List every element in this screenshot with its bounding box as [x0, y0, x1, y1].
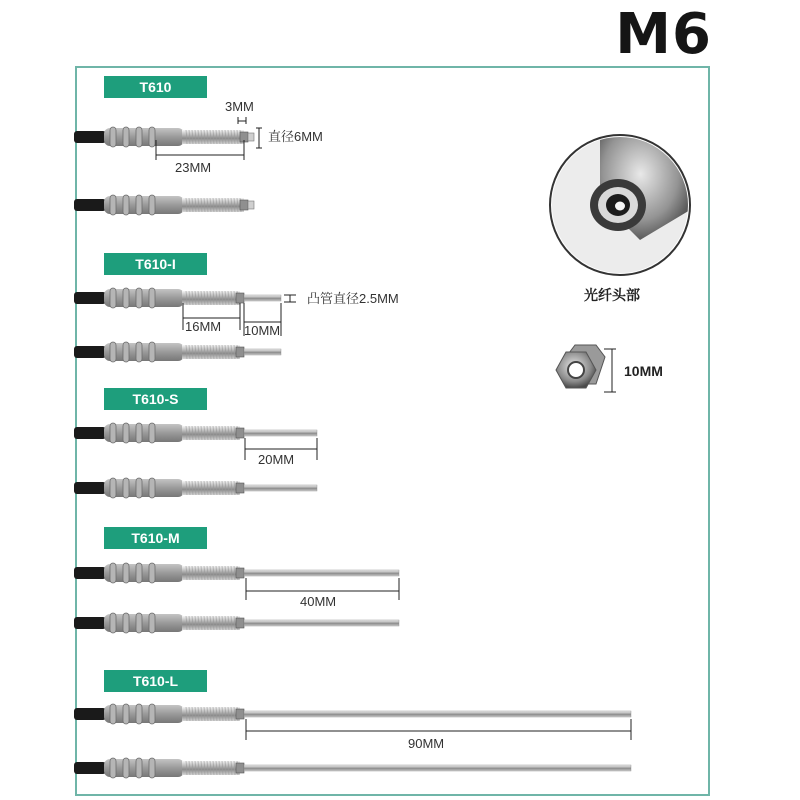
- dim-label-tube-length: 10MM: [244, 323, 281, 338]
- model-tag-t610-m: T610-M: [104, 527, 207, 549]
- probe-tip: [248, 201, 254, 209]
- nut-size-label: 10MM: [624, 363, 663, 379]
- dim-label-tip-length: 3MM: [225, 99, 254, 114]
- probe-tube: [244, 570, 399, 576]
- probe-tube: [244, 711, 631, 717]
- collar: [236, 428, 244, 438]
- collar: [236, 568, 244, 578]
- hex-nut-icon: [556, 345, 616, 392]
- cable: [74, 708, 106, 720]
- collar: [236, 763, 244, 773]
- dim-label-thread-length: 16MM: [185, 319, 222, 334]
- cable: [74, 567, 106, 579]
- cable: [74, 131, 106, 143]
- fiber-sensor-t610-s: [74, 478, 317, 498]
- collar: [236, 618, 244, 628]
- probe-tube: [244, 620, 399, 626]
- fiber-sensor-t610-m: [74, 563, 399, 583]
- probe-tube: [244, 295, 281, 301]
- probe-tip: [248, 133, 254, 141]
- fiber-head-caption: 光纤头部: [584, 287, 640, 303]
- fiber-sensor-t610-s: [74, 423, 317, 443]
- collar: [236, 709, 244, 719]
- probe-tube: [244, 430, 317, 436]
- fiber-sensor-t610-m: [74, 613, 399, 633]
- probe-tube: [244, 349, 281, 355]
- cable: [74, 762, 106, 774]
- fiber-sensor-t610: [74, 127, 254, 147]
- dim-label-tube-diameter: 凸管直径2.5MM: [307, 291, 399, 306]
- cable: [74, 346, 106, 358]
- collar: [236, 483, 244, 493]
- dim-label-tube-length: 40MM: [300, 594, 337, 609]
- fiber-head-closeup: [540, 130, 700, 280]
- collar: [236, 293, 244, 303]
- collar: [236, 347, 244, 357]
- cable: [74, 199, 106, 211]
- collar: [240, 200, 248, 210]
- cable: [74, 292, 106, 304]
- dim-label-diameter: 直径6MM: [268, 129, 323, 144]
- cable: [74, 617, 106, 629]
- model-tag-t610-l: T610-L: [104, 670, 207, 692]
- probe-tube: [244, 765, 631, 771]
- fiber-sensor-t610: [74, 195, 254, 215]
- model-tag-t610-s: T610-S: [104, 388, 207, 410]
- fiber-sensor-t610-l: [74, 704, 631, 724]
- cable: [74, 427, 106, 439]
- dim-label-tube-length: 20MM: [258, 452, 295, 467]
- model-tag-t610-i: T610-I: [104, 253, 207, 275]
- cable: [74, 482, 106, 494]
- page-title: M6: [615, 2, 712, 67]
- model-tag-t610: T610: [104, 76, 207, 98]
- fiber-sensor-t610-i: [74, 342, 281, 362]
- probe-tube: [244, 485, 317, 491]
- fiber-sensor-t610-i: [74, 288, 281, 308]
- fiber-sensor-t610-l: [74, 758, 631, 778]
- dim-label-thread-length: 23MM: [175, 160, 212, 175]
- dim-label-tube-length: 90MM: [408, 736, 445, 751]
